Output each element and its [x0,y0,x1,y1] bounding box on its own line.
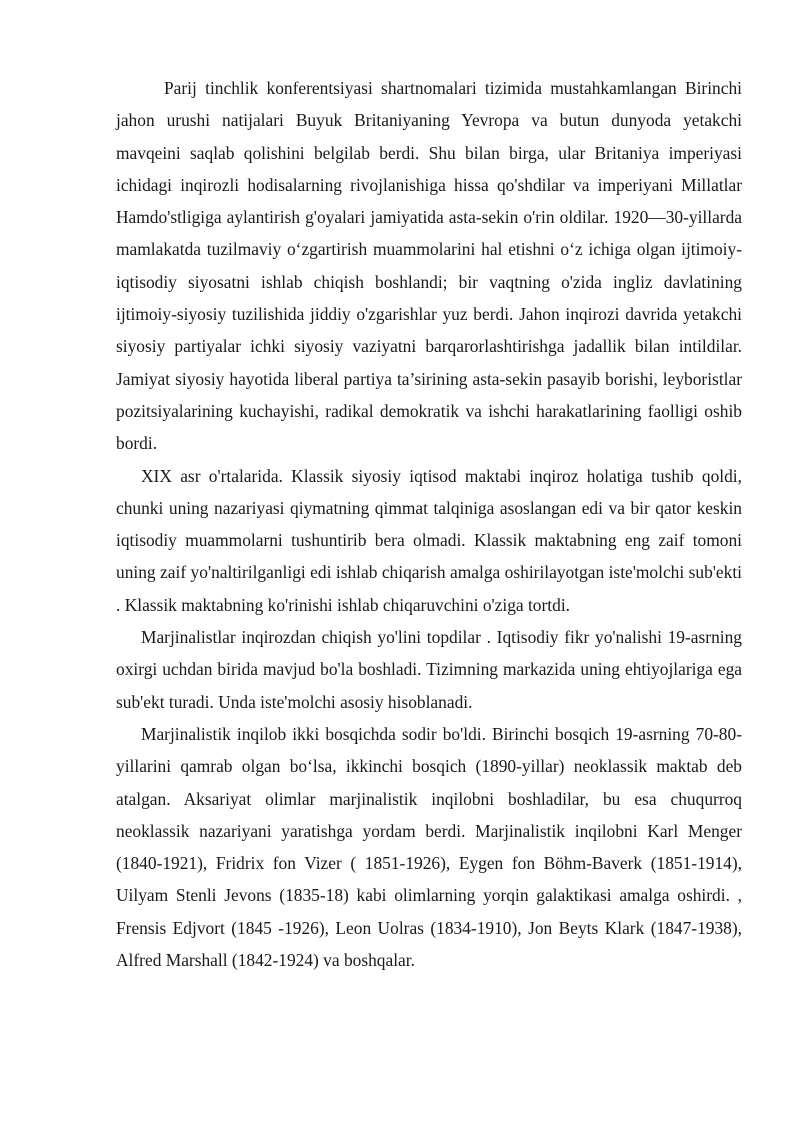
document-body [116,72,742,976]
paragraph-3: Marjinalistlar inqirozdan chiqish yo'lini topdilar . Iqtisodiy fikr yo'nalishi 19-asrning oxirgi uchdan birida mavjud bo'la boshladi. Tizimning markazida uning ehtiyojlariga ega sub'ekt turadi. Unda iste'molchi asosiy hisoblanadi. [116,627,742,712]
paragraph-1: Parij tinchlik konferentsiyasi shartnomalari tizimida mustahkamlangan Birinchi jahon urushi natijalari Buyuk Britaniyaning Yevropa va butun dunyoda yetakchi mavqeini saqlab qolishini belgilab berdi. Shu bilan birga, ular Britaniya imperiyasi ichidagi inqirozli hodisalarning rivojlanishiga hissa qo'shdilar va imperiyani Millatlar Hamdo'stligiga aylantirish g'oyalari jamiyatida asta-sekin o'rin oldilar. 1920—30-yillarda mamlakatda tuzilmaviy o‘zgartirish muammolarini hal etishni o‘z ichiga olgan ijtimoiy-iqtisodiy siyosatni ishlab chiqish boshlandi; bir vaqtning o'zida ingliz davlatining ijtimoiy-siyosiy tuzilishida jiddiy o'zgarishlar yuz berdi. Jahon inqirozi davrida yetakchi siyosiy partiyalar ichki siyosiy vaziyatni barqarorlashtirishga jadallik bilan intildilar. Jamiyat siyosiy hayotida liberal partiya ta’sirining asta-sekin pasayib borishi, leyboristlar pozitsiyalarining kuchayishi, radikal demokratik va ishchi harakatlarining faolligi oshib bordi. [116,78,742,454]
paragraph-2: XIX asr o'rtalarida. Klassik siyosiy iqtisod maktabi inqiroz holatiga tushib qoldi, chunki uning nazariyasi qiymatning qimmat talqiniga asoslangan edi va bir qator keskin iqtisodiy muammolarni tushuntirib bera olmadi. Klassik maktabning eng zaif tomoni uning zaif yo'naltirilganligi edi ishlab chiqarish amalga oshirilayotgan iste'molchi sub'ekti . Klassik maktabning ko'rinishi ishlab chiqaruvchini o'ziga tortdi. [116,465,742,615]
paragraph-4: Marjinalistik inqilob ikki bosqichda sodir bo'ldi. Birinchi bosqich 19-asrning 70-80-yillarini qamrab olgan bo‘lsa, ikkinchi bosqich (1890-yillar) neoklassik maktab deb atalgan. Aksariyat olimlar marjinalistik inqilobni boshladilar, bu esa chuqurroq neoklassik nazariyani yaratishga yordam berdi. Marjinalistik inqilobni Karl Menger (1840-1921), Fridrix fon Vizer ( 1851-1926), Eygen fon Böhm-Baverk (1851-1914), Uilyam Stenli Jevons (1835-18) kabi olimlarning yorqin galaktikasi amalga oshirdi. , Frensis Edjvort (1845 -1926), Leon Uolras (1834-1910), Jon Beyts Klark (1847-1938), Alfred Marshall (1842-1924) va boshqalar. [116,723,742,971]
